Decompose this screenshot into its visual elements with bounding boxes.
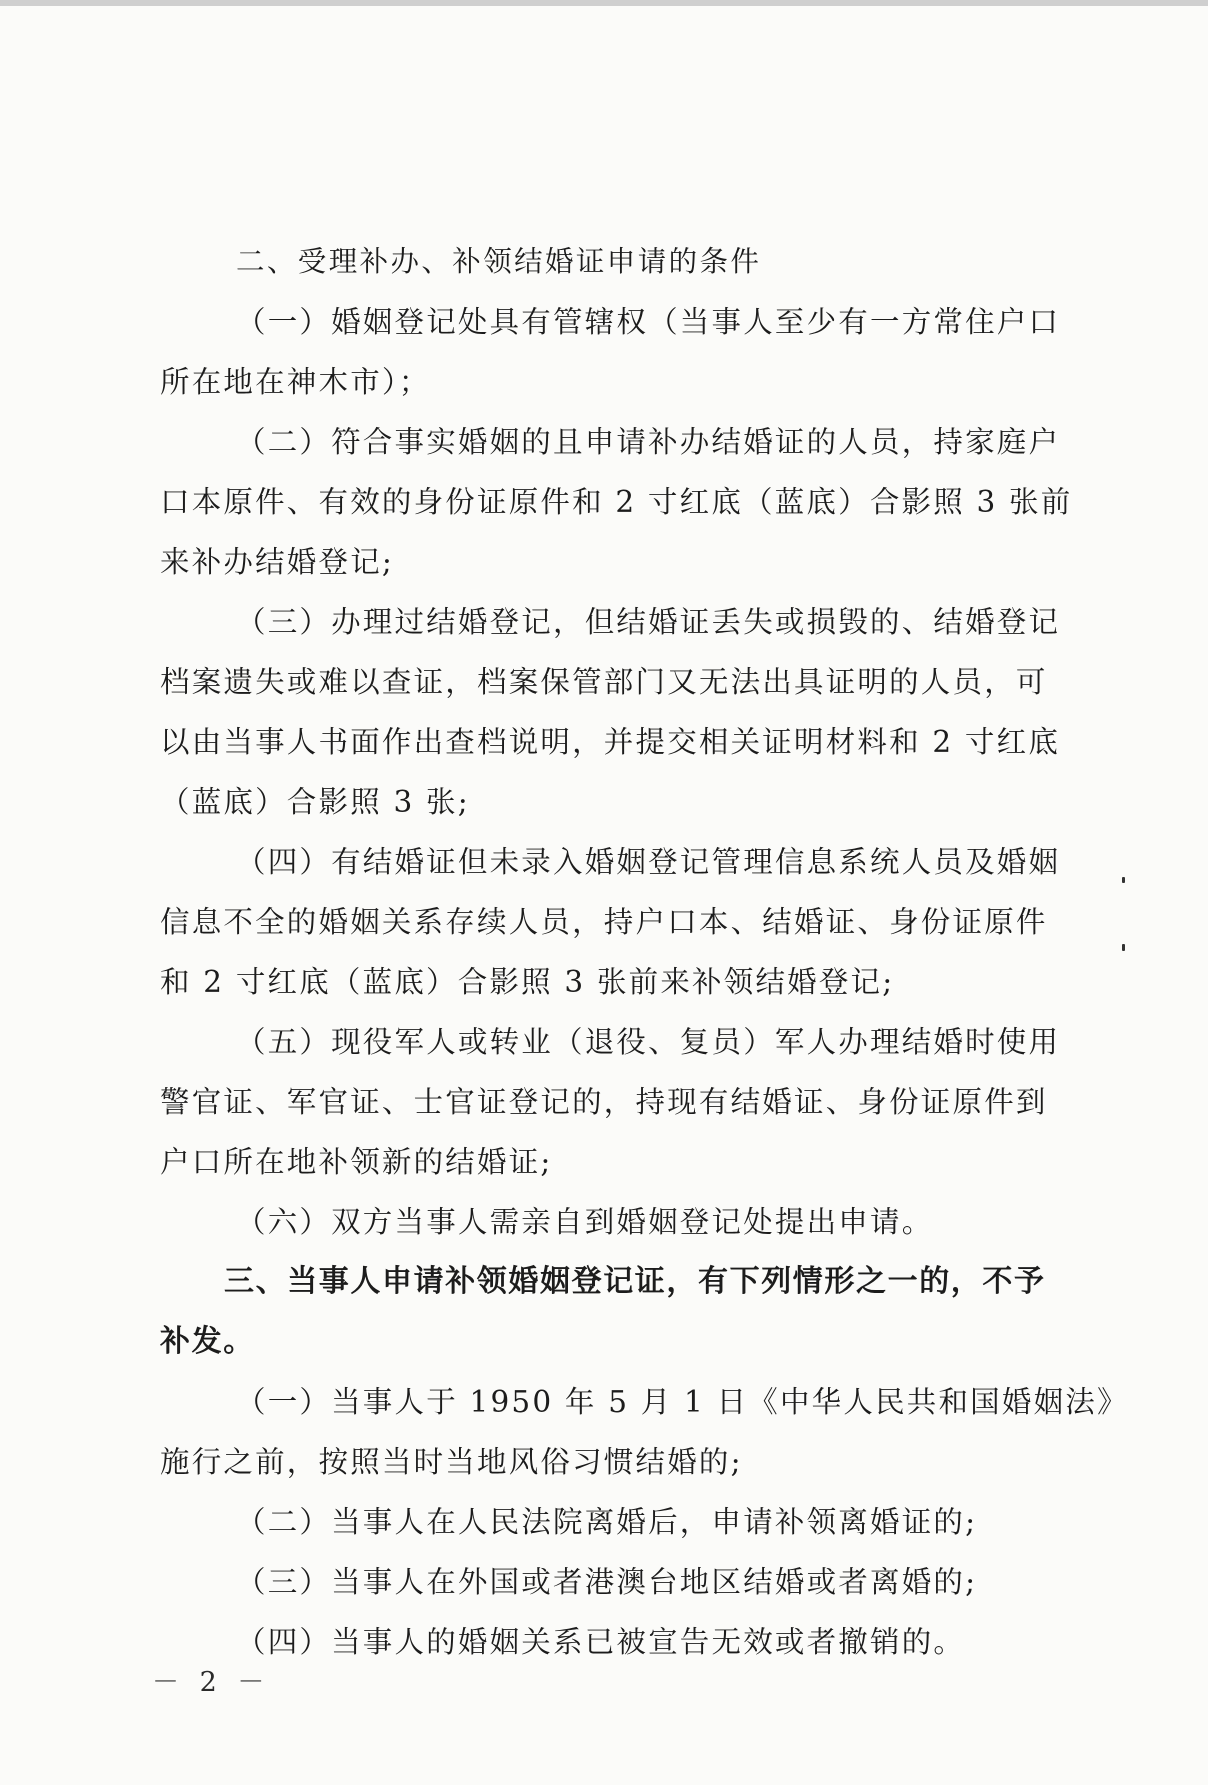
s2-item-5-line-2: 警官证、军官证、士官证登记的，持现有结婚证、身份证原件到 — [160, 1085, 1048, 1119]
section-3-heading-line-2: 补发。 — [160, 1324, 255, 1359]
section-3-heading-line-1: 三、当事人申请补领婚姻登记证，有下列情形之一的，不予 — [224, 1264, 1046, 1299]
s3-item-1-line-2: 施行之前，按照当时当地风俗习惯结婚的; — [160, 1445, 743, 1479]
s2-item-4-line-3: 和 2 寸红底（蓝底）合影照 3 张前来补领结婚登记; — [160, 965, 895, 999]
s2-item-3-line-4: （蓝底）合影照 3 张; — [160, 785, 470, 819]
document-body — [160, 232, 1129, 1672]
s2-item-2-line-2: 口本原件、有效的身份证原件和 2 寸红底（蓝底）合影照 3 张前 — [160, 485, 1073, 519]
s2-item-1-line-2: 所在地在神木市）； — [160, 365, 431, 399]
scan-speck — [1122, 944, 1125, 951]
s2-item-3-line-3: 以由当事人书面作出查档说明，并提交相关证明材料和 2 寸红底 — [160, 725, 1061, 759]
s2-item-1-line-1: （一）婚姻登记处具有管辖权（当事人至少有一方常住户口 — [236, 305, 1061, 339]
top-edge-bar — [0, 0, 1208, 6]
s2-item-4-line-2: 信息不全的婚姻关系存续人员，持户口本、结婚证、身份证原件 — [160, 905, 1048, 939]
s3-item-1-line-1: （一）当事人于 1950 年 5 月 1 日《中华人民共和国婚姻法》 — [236, 1385, 1129, 1419]
s2-item-5-line-1: （五）现役军人或转业（退役、复员）军人办理结婚时使用 — [236, 1025, 1061, 1059]
s2-item-2-line-3: 来补办结婚登记; — [160, 545, 395, 579]
s3-item-4-line-1: （四）当事人的婚姻关系已被宣告无效或者撤销的。 — [236, 1625, 966, 1659]
s2-item-5-line-3: 户口所在地补领新的结婚证; — [160, 1145, 553, 1179]
s2-item-3-line-2: 档案遗失或难以查证，档案保管部门又无法出具证明的人员，可 — [160, 665, 1048, 699]
s2-item-2-line-1: （二）符合事实婚姻的且申请补办结婚证的人员，持家庭户 — [236, 425, 1061, 459]
s2-item-6-line-1: （六）双方当事人需亲自到婚姻登记处提出申请。 — [236, 1205, 934, 1239]
s3-item-3-line-1: （三）当事人在外国或者港澳台地区结婚或者离婚的; — [236, 1565, 978, 1599]
s3-item-2-line-1: （二）当事人在人民法院离婚后，申请补领离婚证的; — [236, 1505, 978, 1539]
s2-item-3-line-1: （三）办理过结婚登记，但结婚证丢失或损毁的、结婚登记 — [236, 605, 1061, 639]
page-number: － 2 － — [152, 1667, 271, 1698]
scan-speck — [1122, 877, 1125, 883]
s2-item-4-line-1: （四）有结婚证但未录入婚姻登记管理信息系统人员及婚姻 — [236, 845, 1061, 879]
section-2-heading: 二、受理补办、补领结婚证申请的条件 — [236, 245, 762, 278]
